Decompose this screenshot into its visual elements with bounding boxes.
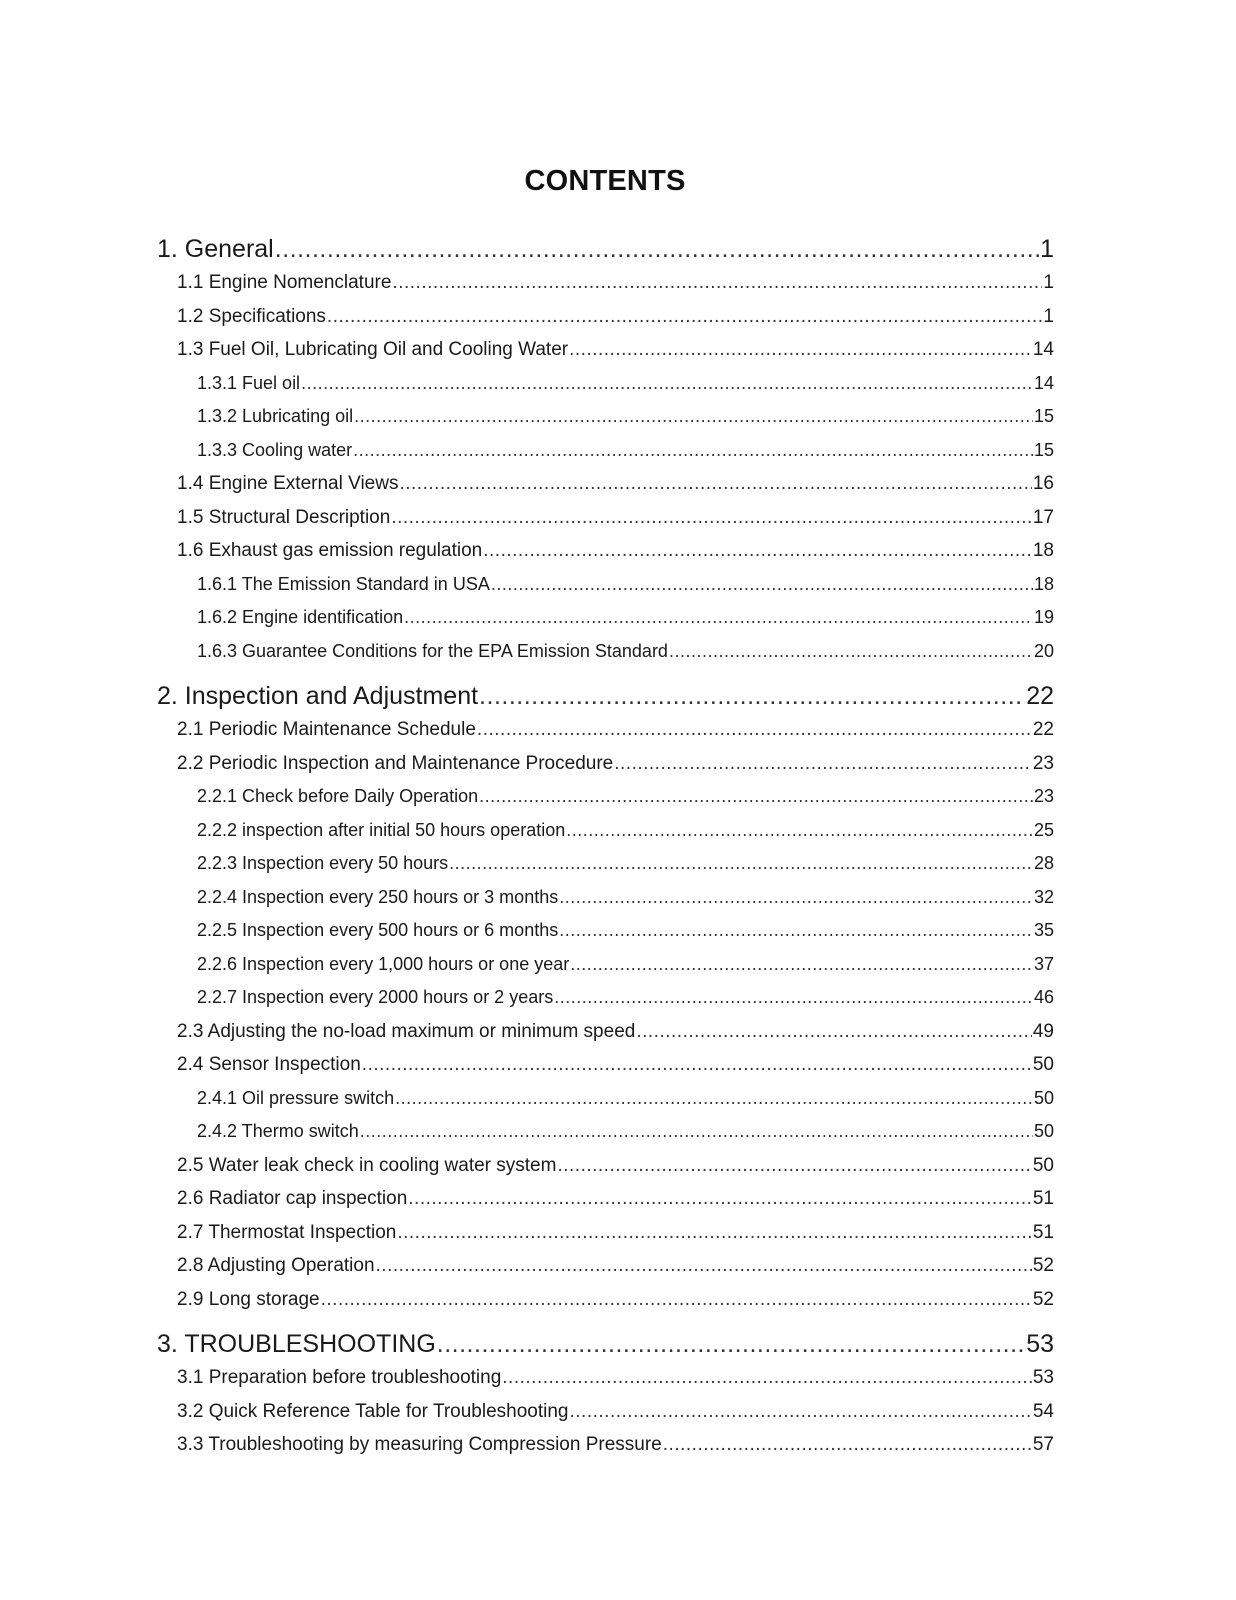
dot-leader <box>483 534 1032 568</box>
toc-page-number: 49 <box>1032 1020 1054 1042</box>
toc-entry-2-9[interactable] <box>157 1283 1054 1317</box>
toc-entry-label: 3. TROUBLESHOOTING <box>157 1330 436 1358</box>
toc-entry-label: 3.2 Quick Reference Table for Troubleshooting <box>177 1400 569 1422</box>
dot-leader <box>397 1216 1032 1250</box>
toc-page-number: 46 <box>1033 987 1054 1007</box>
toc-page-number: 32 <box>1033 886 1054 907</box>
dot-leader <box>392 266 1042 300</box>
dot-leader <box>566 814 1033 848</box>
toc-entry-2-2-2[interactable] <box>157 814 1054 848</box>
toc-entry-2-4[interactable] <box>157 1048 1054 1082</box>
toc-entry-1-6-3[interactable] <box>157 635 1054 669</box>
toc-page-number: 17 <box>1032 506 1054 528</box>
dot-leader <box>327 300 1043 334</box>
toc-entry-label: 2. Inspection and Adjustment <box>157 682 479 710</box>
toc-entry-label: 2.2.7 Inspection every 2000 hours or 2 years <box>197 987 554 1007</box>
toc-entry-2-5[interactable] <box>157 1149 1054 1183</box>
toc-entry-2-1[interactable] <box>157 713 1054 747</box>
dot-leader <box>275 232 1039 266</box>
toc-entry-3-1[interactable] <box>157 1361 1054 1395</box>
toc-page-number: 50 <box>1033 1087 1054 1108</box>
toc-entry-label: 2.2.1 Check before Daily Operation <box>197 786 479 806</box>
toc-page-number: 14 <box>1033 372 1054 393</box>
dot-leader <box>321 1283 1032 1317</box>
toc-entry-label: 1.4 Engine External Views <box>177 473 399 494</box>
toc-page-number: 50 <box>1032 1154 1054 1176</box>
toc-page-number: 23 <box>1032 752 1054 774</box>
dot-leader <box>502 1361 1032 1395</box>
toc-entry-1-4[interactable] <box>157 467 1054 501</box>
toc-entry-label: 2.8 Adjusting Operation <box>177 1255 375 1276</box>
toc-page-number: 14 <box>1032 339 1054 360</box>
toc-entry-label: 3.3 Troubleshooting by measuring Compression Pressure <box>177 1434 662 1455</box>
toc-page-number: 18 <box>1033 573 1054 594</box>
toc-page-number: 22 <box>1026 682 1054 710</box>
toc-entry-2-2-5[interactable] <box>157 914 1054 948</box>
dot-leader <box>391 501 1032 535</box>
toc-page-number: 20 <box>1033 640 1054 661</box>
dot-leader <box>354 400 1033 434</box>
toc-entry-label: 2.2.3 Inspection every 50 hours <box>197 853 449 873</box>
dot-leader <box>404 601 1033 635</box>
toc-entry-1-6-1[interactable] <box>157 568 1054 602</box>
toc-entry-label: 2.4 Sensor Inspection <box>177 1054 361 1075</box>
toc-entry-label: 2.5 Water leak check in cooling water system <box>177 1154 557 1176</box>
toc-entry-label: 2.9 Long storage <box>177 1288 320 1310</box>
dot-leader <box>557 1149 1031 1183</box>
toc-entry-label: 2.4.1 Oil pressure switch <box>197 1087 395 1108</box>
toc-page-number: 15 <box>1033 406 1054 426</box>
toc-entry-1-3[interactable] <box>157 333 1054 367</box>
toc-entry-label: 1.6.1 The Emission Standard in USA <box>197 573 490 594</box>
dot-leader <box>669 635 1033 669</box>
toc-entry-1-1[interactable] <box>157 266 1054 300</box>
toc-entry-label: 2.3 Adjusting the no-load maximum or minimum speed <box>177 1020 636 1042</box>
toc-entry-label: 2.2.6 Inspection every 1,000 hours or one year <box>197 953 570 974</box>
toc-entry-label: 1.5 Structural Description <box>177 506 391 528</box>
dot-leader <box>570 948 1033 982</box>
dot-leader <box>360 1115 1033 1149</box>
toc-page-number: 52 <box>1032 1255 1054 1276</box>
toc-entry-label: 1.6.2 Engine identification <box>197 607 404 627</box>
toc-entry-3[interactable] <box>157 1327 1054 1361</box>
toc-page-number: 57 <box>1032 1434 1054 1455</box>
toc-entry-2[interactable] <box>157 679 1054 713</box>
toc-page-number: 25 <box>1033 819 1054 840</box>
toc-entry-2-8[interactable] <box>157 1249 1054 1283</box>
toc-page-number: 51 <box>1032 1188 1054 1209</box>
dot-leader <box>614 747 1032 781</box>
dot-leader <box>663 1428 1032 1462</box>
toc-entry-2-2[interactable] <box>157 747 1054 781</box>
toc-page-number: 1 <box>1043 272 1054 293</box>
dot-leader <box>554 981 1033 1015</box>
toc-page-number: 52 <box>1032 1288 1054 1310</box>
dot-leader <box>408 1182 1032 1216</box>
toc-entry-label: 2.4.2 Thermo switch <box>197 1121 359 1141</box>
toc-page-number: 50 <box>1032 1054 1054 1075</box>
toc-entry-1-2[interactable] <box>157 300 1054 334</box>
dot-leader <box>491 568 1033 602</box>
dot-leader <box>399 467 1031 501</box>
toc-entry-1-3-3[interactable] <box>157 434 1054 468</box>
dot-leader <box>570 1395 1032 1429</box>
table-of-contents <box>157 232 1054 1462</box>
toc-entry-1-5[interactable] <box>157 501 1054 535</box>
toc-page-number: 51 <box>1032 1221 1054 1243</box>
toc-entry-1[interactable] <box>157 232 1054 266</box>
toc-page-number: 35 <box>1033 920 1054 940</box>
toc-entry-label: 1. General <box>157 235 274 263</box>
toc-page-number: 1 <box>1040 235 1054 263</box>
dot-leader <box>636 1015 1032 1049</box>
toc-page-number: 1 <box>1043 305 1054 327</box>
dot-leader <box>301 367 1033 401</box>
toc-entry-label: 1.2 Specifications <box>177 305 326 327</box>
toc-entry-1-6[interactable] <box>157 534 1054 568</box>
toc-page-number: 53 <box>1032 1367 1054 1388</box>
dot-leader <box>353 434 1033 468</box>
toc-entry-label: 2.2.4 Inspection every 250 hours or 3 months <box>197 886 559 907</box>
toc-entry-label: 1.3.3 Cooling water <box>197 439 353 460</box>
toc-entry-2-4-2[interactable] <box>157 1115 1054 1149</box>
dot-leader <box>559 881 1033 915</box>
toc-entry-2-2-1[interactable] <box>157 780 1054 814</box>
dot-leader <box>479 679 1025 713</box>
toc-entry-label: 1.3.1 Fuel oil <box>197 372 301 393</box>
dot-leader <box>437 1327 1025 1361</box>
toc-entry-label: 2.2 Periodic Inspection and Maintenance Procedure <box>177 752 614 774</box>
toc-page-number: 50 <box>1033 1121 1054 1141</box>
toc-entry-label: 2.2.5 Inspection every 500 hours or 6 months <box>197 920 559 940</box>
toc-page-number: 22 <box>1032 719 1054 740</box>
dot-leader <box>569 333 1032 367</box>
toc-entry-label: 2.2.2 inspection after initial 50 hours operation <box>197 819 566 840</box>
dot-leader <box>395 1082 1033 1116</box>
dot-leader <box>449 847 1033 881</box>
toc-page-number: 54 <box>1032 1400 1054 1422</box>
toc-entry-label: 1.3.2 Lubricating oil <box>197 406 354 426</box>
toc-entry-3-3[interactable] <box>157 1428 1054 1462</box>
toc-entry-1-6-2[interactable] <box>157 601 1054 635</box>
dot-leader <box>479 780 1033 814</box>
toc-entry-1-3-1[interactable] <box>157 367 1054 401</box>
toc-entry-2-3[interactable] <box>157 1015 1054 1049</box>
toc-entry-label: 1.3 Fuel Oil, Lubricating Oil and Cooling Water <box>177 339 569 360</box>
dot-leader <box>477 713 1032 747</box>
toc-page-number: 23 <box>1033 786 1054 806</box>
toc-entry-2-7[interactable] <box>157 1216 1054 1250</box>
toc-entry-label: 2.7 Thermostat Inspection <box>177 1221 397 1243</box>
dot-leader <box>362 1048 1032 1082</box>
toc-entry-2-4-1[interactable] <box>157 1082 1054 1116</box>
toc-page-number: 18 <box>1032 540 1054 561</box>
page-title: CONTENTS <box>524 165 686 198</box>
toc-entry-2-2-3[interactable] <box>157 847 1054 881</box>
toc-page-number: 15 <box>1033 439 1054 460</box>
toc-entry-2-6[interactable] <box>157 1182 1054 1216</box>
toc-entry-3-2[interactable] <box>157 1395 1054 1429</box>
toc-entry-label: 2.6 Radiator cap inspection <box>177 1188 408 1209</box>
toc-page-number: 28 <box>1033 853 1054 873</box>
toc-page-number: 37 <box>1033 953 1054 974</box>
dot-leader <box>559 914 1033 948</box>
toc-entry-label: 3.1 Preparation before troubleshooting <box>177 1367 502 1388</box>
dot-leader <box>376 1249 1032 1283</box>
toc-page-number: 19 <box>1033 607 1054 627</box>
toc-entry-1-3-2[interactable] <box>157 400 1054 434</box>
toc-entry-2-2-7[interactable] <box>157 981 1054 1015</box>
toc-page-number: 16 <box>1032 473 1054 494</box>
toc-page-number: 53 <box>1026 1330 1054 1358</box>
toc-entry-label: 1.6.3 Guarantee Conditions for the EPA Emission Standard <box>197 640 668 661</box>
toc-entry-label: 2.1 Periodic Maintenance Schedule <box>177 719 476 740</box>
toc-entry-label: 1.6 Exhaust gas emission regulation <box>177 540 483 561</box>
toc-entry-2-2-6[interactable] <box>157 948 1054 982</box>
toc-entry-2-2-4[interactable] <box>157 881 1054 915</box>
toc-entry-label: 1.1 Engine Nomenclature <box>177 272 392 293</box>
